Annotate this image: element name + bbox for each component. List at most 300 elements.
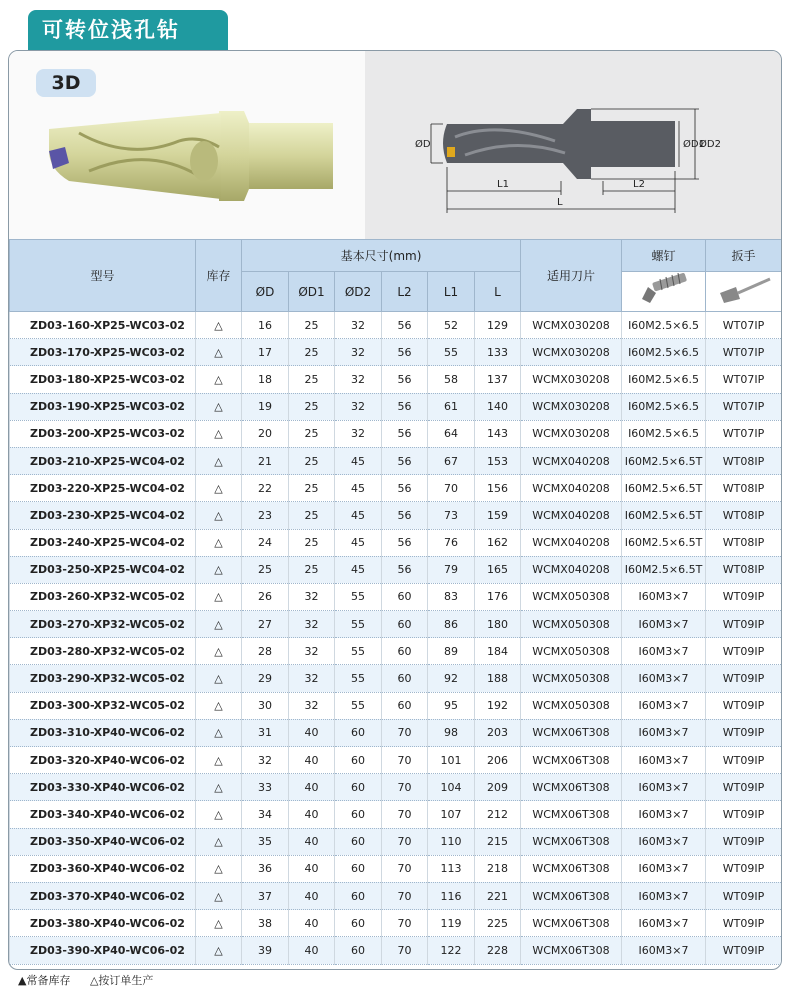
cell-l: 228 bbox=[475, 937, 521, 964]
cell-model: ZD03-380-XP40-WC06-02 bbox=[10, 910, 196, 937]
cell-d2: 32 bbox=[335, 312, 382, 339]
table-row bbox=[10, 801, 782, 828]
cell-insert: WCMX06T308 bbox=[521, 937, 622, 964]
cell-wrench: WT09IP bbox=[706, 719, 782, 746]
cell-stock: △ bbox=[196, 801, 242, 828]
cell-d2: 55 bbox=[335, 665, 382, 692]
cell-d1: 32 bbox=[289, 692, 335, 719]
cell-stock: △ bbox=[196, 638, 242, 665]
cell-model: ZD03-320-XP40-WC06-02 bbox=[10, 747, 196, 774]
cell-stock: △ bbox=[196, 719, 242, 746]
cell-d1: 32 bbox=[289, 611, 335, 638]
cell-screw: I60M3×7 bbox=[622, 638, 706, 665]
cell-d2: 60 bbox=[335, 910, 382, 937]
cell-insert: WCMX040208 bbox=[521, 556, 622, 583]
cell-d1: 40 bbox=[289, 937, 335, 964]
cell-wrench: WT09IP bbox=[706, 801, 782, 828]
cell-model: ZD03-330-XP40-WC06-02 bbox=[10, 774, 196, 801]
cell-wrench: WT08IP bbox=[706, 556, 782, 583]
cell-stock: △ bbox=[196, 774, 242, 801]
cell-l2: 60 bbox=[382, 692, 428, 719]
cell-l1: 113 bbox=[428, 855, 475, 882]
cell-screw: I60M2.5×6.5T bbox=[622, 556, 706, 583]
cell-insert: WCMX040208 bbox=[521, 502, 622, 529]
3d-badge: 3D bbox=[36, 69, 96, 97]
cell-stock: △ bbox=[196, 366, 242, 393]
table-row bbox=[10, 447, 782, 474]
table-row bbox=[10, 719, 782, 746]
cell-l2: 60 bbox=[382, 665, 428, 692]
legend-standard-stock: ▲常备库存 bbox=[18, 974, 71, 987]
cell-d: 16 bbox=[242, 312, 289, 339]
cell-l1: 70 bbox=[428, 475, 475, 502]
cell-d: 36 bbox=[242, 855, 289, 882]
table-row bbox=[10, 638, 782, 665]
cell-d: 18 bbox=[242, 366, 289, 393]
cell-insert: WCMX06T308 bbox=[521, 719, 622, 746]
cell-d: 38 bbox=[242, 910, 289, 937]
cell-wrench: WT07IP bbox=[706, 393, 782, 420]
col-header-l: L bbox=[475, 272, 521, 312]
cell-stock: △ bbox=[196, 747, 242, 774]
cell-l2: 56 bbox=[382, 312, 428, 339]
cell-d1: 32 bbox=[289, 638, 335, 665]
cell-d: 21 bbox=[242, 447, 289, 474]
cell-l: 206 bbox=[475, 747, 521, 774]
cell-d2: 45 bbox=[335, 556, 382, 583]
table-row bbox=[10, 502, 782, 529]
cell-d1: 40 bbox=[289, 910, 335, 937]
cell-d: 33 bbox=[242, 774, 289, 801]
cell-d1: 40 bbox=[289, 855, 335, 882]
cell-d2: 55 bbox=[335, 583, 382, 610]
cell-l1: 76 bbox=[428, 529, 475, 556]
cell-model: ZD03-160-XP25-WC03-02 bbox=[10, 312, 196, 339]
cell-model: ZD03-350-XP40-WC06-02 bbox=[10, 828, 196, 855]
cell-screw: I60M2.5×6.5T bbox=[622, 502, 706, 529]
cell-screw: I60M3×7 bbox=[622, 611, 706, 638]
cell-l1: 110 bbox=[428, 828, 475, 855]
cell-wrench: WT09IP bbox=[706, 855, 782, 882]
col-header-basic-dims: 基本尺寸(mm) bbox=[242, 240, 521, 272]
cell-d: 17 bbox=[242, 339, 289, 366]
cell-l1: 67 bbox=[428, 447, 475, 474]
cell-stock: △ bbox=[196, 529, 242, 556]
cell-d2: 60 bbox=[335, 719, 382, 746]
cell-wrench: WT08IP bbox=[706, 475, 782, 502]
cell-l2: 70 bbox=[382, 774, 428, 801]
cell-stock: △ bbox=[196, 393, 242, 420]
cell-d1: 25 bbox=[289, 502, 335, 529]
cell-screw: I60M3×7 bbox=[622, 665, 706, 692]
cell-l: 140 bbox=[475, 393, 521, 420]
cell-insert: WCMX06T308 bbox=[521, 882, 622, 909]
page-title: 可转位浅孔钻 bbox=[28, 10, 228, 50]
product-panel bbox=[8, 50, 782, 970]
col-header-insert: 适用刀片 bbox=[521, 240, 622, 312]
d1-dim-label: ØD1 bbox=[683, 139, 705, 150]
cell-l1: 89 bbox=[428, 638, 475, 665]
cell-wrench: WT07IP bbox=[706, 420, 782, 447]
cell-d: 28 bbox=[242, 638, 289, 665]
cell-stock: △ bbox=[196, 937, 242, 964]
cell-screw: I60M2.5×6.5 bbox=[622, 339, 706, 366]
table-row bbox=[10, 747, 782, 774]
cell-screw: I60M3×7 bbox=[622, 583, 706, 610]
cell-l2: 70 bbox=[382, 855, 428, 882]
cell-l2: 70 bbox=[382, 937, 428, 964]
cell-d2: 45 bbox=[335, 502, 382, 529]
cell-stock: △ bbox=[196, 502, 242, 529]
cell-insert: WCMX050308 bbox=[521, 665, 622, 692]
cell-d2: 32 bbox=[335, 420, 382, 447]
cell-wrench: WT07IP bbox=[706, 366, 782, 393]
cell-wrench: WT09IP bbox=[706, 774, 782, 801]
legend bbox=[18, 972, 169, 988]
cell-insert: WCMX030208 bbox=[521, 339, 622, 366]
cell-stock: △ bbox=[196, 882, 242, 909]
cell-d1: 32 bbox=[289, 583, 335, 610]
cell-insert: WCMX06T308 bbox=[521, 855, 622, 882]
cell-d: 30 bbox=[242, 692, 289, 719]
screw-icon bbox=[634, 273, 694, 307]
cell-screw: I60M3×7 bbox=[622, 692, 706, 719]
cell-stock: △ bbox=[196, 556, 242, 583]
table-row bbox=[10, 774, 782, 801]
cell-stock: △ bbox=[196, 475, 242, 502]
product-photo bbox=[9, 51, 365, 239]
cell-screw: I60M2.5×6.5 bbox=[622, 366, 706, 393]
cell-l1: 58 bbox=[428, 366, 475, 393]
cell-wrench: WT08IP bbox=[706, 502, 782, 529]
cell-d1: 25 bbox=[289, 366, 335, 393]
col-header-stock: 库存 bbox=[196, 240, 242, 312]
table-row bbox=[10, 937, 782, 964]
cell-screw: I60M2.5×6.5T bbox=[622, 529, 706, 556]
cell-screw: I60M3×7 bbox=[622, 937, 706, 964]
cell-l: 212 bbox=[475, 801, 521, 828]
cell-insert: WCMX06T308 bbox=[521, 910, 622, 937]
cell-d: 37 bbox=[242, 882, 289, 909]
cell-l2: 56 bbox=[382, 447, 428, 474]
d2-dim-label: ØD2 bbox=[699, 139, 721, 150]
cell-stock: △ bbox=[196, 692, 242, 719]
cell-l2: 70 bbox=[382, 747, 428, 774]
cell-stock: △ bbox=[196, 611, 242, 638]
cell-l: 221 bbox=[475, 882, 521, 909]
cell-insert: WCMX050308 bbox=[521, 692, 622, 719]
cell-d2: 55 bbox=[335, 611, 382, 638]
cell-model: ZD03-360-XP40-WC06-02 bbox=[10, 855, 196, 882]
cell-d1: 40 bbox=[289, 828, 335, 855]
cell-l1: 86 bbox=[428, 611, 475, 638]
cell-model: ZD03-280-XP32-WC05-02 bbox=[10, 638, 196, 665]
col-header-d: ØD bbox=[242, 272, 289, 312]
cell-d2: 45 bbox=[335, 529, 382, 556]
cell-l1: 61 bbox=[428, 393, 475, 420]
cell-l: 165 bbox=[475, 556, 521, 583]
cell-model: ZD03-170-XP25-WC03-02 bbox=[10, 339, 196, 366]
cell-l: 215 bbox=[475, 828, 521, 855]
cell-insert: WCMX040208 bbox=[521, 447, 622, 474]
l1-dim-label: L1 bbox=[497, 179, 509, 190]
cell-l: 176 bbox=[475, 583, 521, 610]
cell-d1: 25 bbox=[289, 339, 335, 366]
cell-wrench: WT09IP bbox=[706, 910, 782, 937]
cell-wrench: WT09IP bbox=[706, 611, 782, 638]
cell-l: 129 bbox=[475, 312, 521, 339]
cell-screw: I60M2.5×6.5 bbox=[622, 420, 706, 447]
cell-l1: 107 bbox=[428, 801, 475, 828]
cell-d1: 40 bbox=[289, 882, 335, 909]
cell-l1: 83 bbox=[428, 583, 475, 610]
cell-l: 203 bbox=[475, 719, 521, 746]
cell-d2: 55 bbox=[335, 638, 382, 665]
table-row bbox=[10, 556, 782, 583]
cell-d1: 25 bbox=[289, 393, 335, 420]
cell-l2: 70 bbox=[382, 719, 428, 746]
cell-screw: I60M3×7 bbox=[622, 747, 706, 774]
col-header-l2: L2 bbox=[382, 272, 428, 312]
cell-screw: I60M3×7 bbox=[622, 828, 706, 855]
cell-wrench: WT09IP bbox=[706, 665, 782, 692]
screw-image-cell bbox=[622, 272, 706, 312]
cell-insert: WCMX050308 bbox=[521, 611, 622, 638]
cell-d: 31 bbox=[242, 719, 289, 746]
cell-d: 27 bbox=[242, 611, 289, 638]
cell-d: 22 bbox=[242, 475, 289, 502]
cell-l: 218 bbox=[475, 855, 521, 882]
table-row bbox=[10, 339, 782, 366]
table-row bbox=[10, 366, 782, 393]
cell-screw: I60M2.5×6.5T bbox=[622, 475, 706, 502]
cell-l: 192 bbox=[475, 692, 521, 719]
cell-wrench: WT08IP bbox=[706, 447, 782, 474]
cell-screw: I60M3×7 bbox=[622, 855, 706, 882]
wrench-image-cell bbox=[706, 272, 782, 312]
cell-model: ZD03-260-XP32-WC05-02 bbox=[10, 583, 196, 610]
cell-stock: △ bbox=[196, 910, 242, 937]
cell-wrench: WT09IP bbox=[706, 747, 782, 774]
cell-d2: 32 bbox=[335, 339, 382, 366]
cell-insert: WCMX050308 bbox=[521, 583, 622, 610]
cell-l2: 70 bbox=[382, 910, 428, 937]
cell-l2: 60 bbox=[382, 611, 428, 638]
cell-insert: WCMX06T308 bbox=[521, 801, 622, 828]
cell-stock: △ bbox=[196, 828, 242, 855]
table-row bbox=[10, 665, 782, 692]
cell-d: 26 bbox=[242, 583, 289, 610]
cell-l: 188 bbox=[475, 665, 521, 692]
cell-insert: WCMX06T308 bbox=[521, 828, 622, 855]
cell-l: 225 bbox=[475, 910, 521, 937]
cell-d1: 40 bbox=[289, 747, 335, 774]
cell-model: ZD03-300-XP32-WC05-02 bbox=[10, 692, 196, 719]
cell-d2: 45 bbox=[335, 447, 382, 474]
table-row bbox=[10, 692, 782, 719]
cell-d: 29 bbox=[242, 665, 289, 692]
legend-made-to-order: △按订单生产 bbox=[89, 974, 154, 987]
cell-stock: △ bbox=[196, 665, 242, 692]
cell-stock: △ bbox=[196, 447, 242, 474]
cell-d1: 25 bbox=[289, 447, 335, 474]
cell-l1: 79 bbox=[428, 556, 475, 583]
cell-l: 162 bbox=[475, 529, 521, 556]
cell-l1: 95 bbox=[428, 692, 475, 719]
cell-wrench: WT09IP bbox=[706, 937, 782, 964]
cell-d: 35 bbox=[242, 828, 289, 855]
cell-screw: I60M3×7 bbox=[622, 774, 706, 801]
cell-model: ZD03-240-XP25-WC04-02 bbox=[10, 529, 196, 556]
cell-insert: WCMX030208 bbox=[521, 420, 622, 447]
cell-l1: 101 bbox=[428, 747, 475, 774]
cell-d2: 32 bbox=[335, 393, 382, 420]
cell-l: 137 bbox=[475, 366, 521, 393]
cell-insert: WCMX040208 bbox=[521, 529, 622, 556]
cell-d2: 32 bbox=[335, 366, 382, 393]
cell-screw: I60M2.5×6.5 bbox=[622, 312, 706, 339]
wrench-icon bbox=[714, 273, 774, 307]
cell-l: 156 bbox=[475, 475, 521, 502]
d-dim-label: ØD bbox=[415, 139, 431, 150]
cell-l2: 70 bbox=[382, 828, 428, 855]
cell-l1: 52 bbox=[428, 312, 475, 339]
cell-d: 32 bbox=[242, 747, 289, 774]
table-row bbox=[10, 475, 782, 502]
cell-d2: 60 bbox=[335, 882, 382, 909]
cell-l: 143 bbox=[475, 420, 521, 447]
cell-model: ZD03-220-XP25-WC04-02 bbox=[10, 475, 196, 502]
cell-screw: I60M2.5×6.5T bbox=[622, 447, 706, 474]
cell-l: 153 bbox=[475, 447, 521, 474]
cell-l2: 56 bbox=[382, 393, 428, 420]
table-row bbox=[10, 393, 782, 420]
cell-screw: I60M3×7 bbox=[622, 882, 706, 909]
table-row bbox=[10, 529, 782, 556]
cell-l1: 64 bbox=[428, 420, 475, 447]
table-row bbox=[10, 583, 782, 610]
cell-stock: △ bbox=[196, 339, 242, 366]
col-header-model: 型号 bbox=[10, 240, 196, 312]
cell-d: 23 bbox=[242, 502, 289, 529]
table-row bbox=[10, 611, 782, 638]
cell-l2: 56 bbox=[382, 420, 428, 447]
cell-d1: 32 bbox=[289, 665, 335, 692]
cell-model: ZD03-310-XP40-WC06-02 bbox=[10, 719, 196, 746]
spec-table bbox=[9, 239, 782, 965]
table-row bbox=[10, 910, 782, 937]
col-header-l1: L1 bbox=[428, 272, 475, 312]
cell-d1: 40 bbox=[289, 719, 335, 746]
cell-l1: 104 bbox=[428, 774, 475, 801]
cell-stock: △ bbox=[196, 855, 242, 882]
cell-insert: WCMX06T308 bbox=[521, 774, 622, 801]
cell-insert: WCMX040208 bbox=[521, 475, 622, 502]
cell-model: ZD03-250-XP25-WC04-02 bbox=[10, 556, 196, 583]
cell-insert: WCMX030208 bbox=[521, 366, 622, 393]
cell-l2: 56 bbox=[382, 339, 428, 366]
cell-l: 184 bbox=[475, 638, 521, 665]
table-row bbox=[10, 828, 782, 855]
cell-model: ZD03-230-XP25-WC04-02 bbox=[10, 502, 196, 529]
col-header-wrench: 扳手 bbox=[706, 240, 782, 272]
cell-d: 19 bbox=[242, 393, 289, 420]
cell-d: 34 bbox=[242, 801, 289, 828]
cell-l1: 116 bbox=[428, 882, 475, 909]
cell-insert: WCMX030208 bbox=[521, 312, 622, 339]
cell-insert: WCMX050308 bbox=[521, 638, 622, 665]
cell-d1: 40 bbox=[289, 774, 335, 801]
cell-d2: 60 bbox=[335, 828, 382, 855]
cell-model: ZD03-200-XP25-WC03-02 bbox=[10, 420, 196, 447]
cell-model: ZD03-180-XP25-WC03-02 bbox=[10, 366, 196, 393]
cell-d1: 25 bbox=[289, 556, 335, 583]
cell-d2: 60 bbox=[335, 855, 382, 882]
cell-insert: WCMX06T308 bbox=[521, 747, 622, 774]
cell-l1: 92 bbox=[428, 665, 475, 692]
col-header-d1: ØD1 bbox=[289, 272, 335, 312]
cell-d2: 60 bbox=[335, 801, 382, 828]
col-header-d2: ØD2 bbox=[335, 272, 382, 312]
cell-model: ZD03-210-XP25-WC04-02 bbox=[10, 447, 196, 474]
cell-l1: 98 bbox=[428, 719, 475, 746]
cell-d2: 60 bbox=[335, 774, 382, 801]
cell-wrench: WT09IP bbox=[706, 692, 782, 719]
cell-screw: I60M3×7 bbox=[622, 719, 706, 746]
cell-l2: 70 bbox=[382, 882, 428, 909]
cell-wrench: WT09IP bbox=[706, 583, 782, 610]
cell-d1: 25 bbox=[289, 475, 335, 502]
cell-l2: 60 bbox=[382, 638, 428, 665]
cell-l2: 56 bbox=[382, 502, 428, 529]
l-dim-label: L bbox=[557, 197, 563, 208]
cell-l1: 122 bbox=[428, 937, 475, 964]
cell-l: 159 bbox=[475, 502, 521, 529]
cell-l2: 56 bbox=[382, 556, 428, 583]
cell-l2: 60 bbox=[382, 583, 428, 610]
cell-l2: 56 bbox=[382, 366, 428, 393]
cell-d1: 40 bbox=[289, 801, 335, 828]
cell-stock: △ bbox=[196, 420, 242, 447]
cell-d1: 25 bbox=[289, 420, 335, 447]
cell-d2: 55 bbox=[335, 692, 382, 719]
table-row bbox=[10, 312, 782, 339]
cell-d: 25 bbox=[242, 556, 289, 583]
cell-wrench: WT09IP bbox=[706, 882, 782, 909]
cell-l: 209 bbox=[475, 774, 521, 801]
cell-d1: 25 bbox=[289, 529, 335, 556]
cell-d: 20 bbox=[242, 420, 289, 447]
cell-stock: △ bbox=[196, 583, 242, 610]
cell-wrench: WT09IP bbox=[706, 828, 782, 855]
cell-l1: 73 bbox=[428, 502, 475, 529]
cell-stock: △ bbox=[196, 312, 242, 339]
cell-wrench: WT09IP bbox=[706, 638, 782, 665]
cell-l1: 119 bbox=[428, 910, 475, 937]
cell-l2: 56 bbox=[382, 475, 428, 502]
col-header-screw: 螺钉 bbox=[622, 240, 706, 272]
cell-wrench: WT07IP bbox=[706, 339, 782, 366]
cell-wrench: WT08IP bbox=[706, 529, 782, 556]
cell-l: 133 bbox=[475, 339, 521, 366]
drill-photo-image bbox=[9, 51, 365, 239]
l2-dim-label: L2 bbox=[633, 179, 645, 190]
cell-model: ZD03-290-XP32-WC05-02 bbox=[10, 665, 196, 692]
cell-screw: I60M3×7 bbox=[622, 801, 706, 828]
cell-screw: I60M3×7 bbox=[622, 910, 706, 937]
drill-drawing-image bbox=[365, 51, 781, 239]
cell-model: ZD03-270-XP32-WC05-02 bbox=[10, 611, 196, 638]
